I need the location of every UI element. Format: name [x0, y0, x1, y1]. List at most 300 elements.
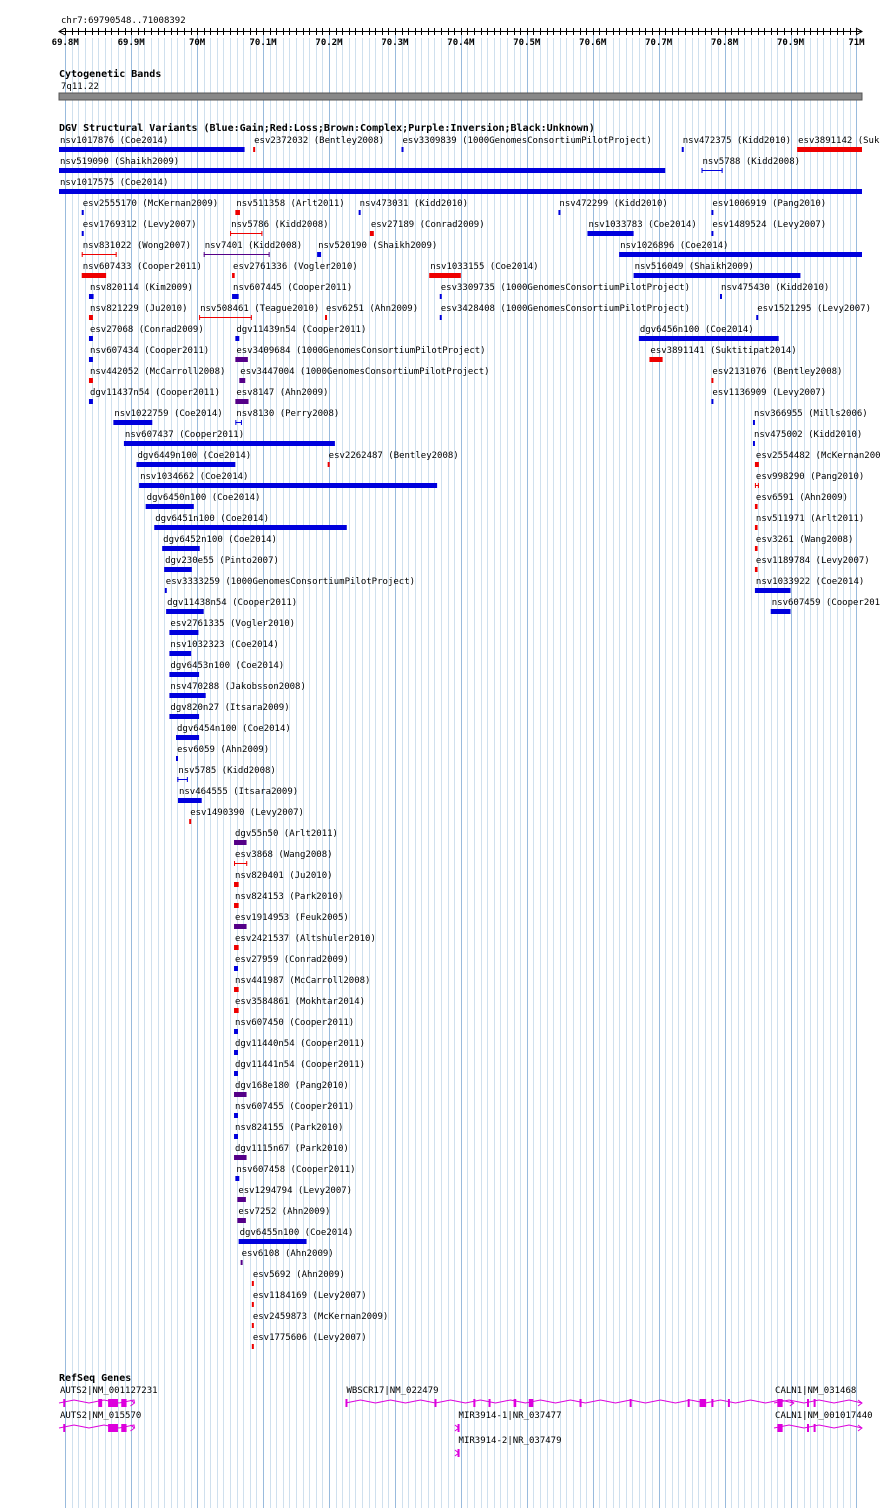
- sv-feature-bar: [234, 903, 239, 908]
- sv-feature-label: esv3868 (Wang2008): [235, 850, 333, 860]
- sv-feature-bar: [234, 987, 239, 992]
- sv-feature-label: esv27189 (Conrad2009): [370, 220, 485, 230]
- sv-feature[interactable]: [154, 514, 347, 530]
- refseq-gene-exon: [98, 1399, 102, 1407]
- sv-feature-label: esv1294794 (Levy2007): [238, 1186, 353, 1196]
- sv-feature-label: nsv821229 (Ju2010): [89, 304, 188, 314]
- sv-feature-bar: [59, 147, 245, 152]
- sv-feature[interactable]: [204, 241, 303, 257]
- sv-feature-bar: [146, 504, 194, 509]
- sv-feature-label: nsv5786 (Kidd2008): [231, 220, 329, 230]
- sv-feature[interactable]: [139, 472, 437, 488]
- refseq-gene-exon: [489, 1399, 491, 1407]
- sv-feature-label: dgv6450n100 (Coe2014): [146, 493, 261, 503]
- sv-feature[interactable]: [252, 1270, 345, 1286]
- sv-feature-bar: [711, 378, 713, 383]
- sv-feature-bar: [82, 231, 84, 236]
- sv-feature-label: esv3333259 (1000GenomesConsortiumPilotProject): [165, 577, 416, 587]
- sv-feature-bar: [370, 231, 374, 236]
- sv-feature[interactable]: [178, 787, 298, 803]
- sv-feature-bar: [124, 441, 335, 446]
- sv-feature-label: esv1490390 (Levy2007): [190, 808, 304, 818]
- sv-feature-label: dgv6453n100 (Coe2014): [170, 661, 285, 671]
- sv-feature-label: esv2421537 (Altshuler2010): [235, 934, 376, 944]
- sv-feature-bar: [89, 378, 93, 383]
- sv-feature-bar: [252, 1281, 254, 1286]
- sv-feature-bar: [753, 420, 755, 425]
- cytoband-bar[interactable]: [59, 93, 862, 100]
- ruler-tick-label: 70M: [188, 38, 206, 48]
- sv-feature[interactable]: [82, 262, 202, 278]
- sv-feature-bar: [649, 357, 662, 362]
- sv-feature-bar: [755, 567, 758, 572]
- sv-feature-bar: [59, 189, 862, 194]
- sv-feature-bar: [755, 546, 758, 551]
- sv-feature[interactable]: [619, 241, 862, 257]
- sv-feature-bar: [234, 924, 247, 929]
- sv-feature[interactable]: [59, 178, 862, 194]
- sv-feature-label: esv27068 (Conrad2009): [89, 325, 204, 335]
- refseq-gene-label: CALN1|NM_001017440: [775, 1411, 873, 1421]
- sv-feature-label: esv6591 (Ahn2009): [755, 493, 849, 503]
- sv-feature-label: nsv464555 (Itsara2009): [178, 787, 299, 797]
- sv-feature[interactable]: [176, 724, 291, 740]
- sv-feature-label: nsv366955 (Mills2006): [753, 409, 868, 419]
- refseq-gene-label: MIR3914-1|NR_037477: [458, 1411, 562, 1421]
- sv-feature-bar: [587, 231, 633, 236]
- sv-feature-bar: [317, 252, 321, 257]
- sv-feature-bar: [82, 210, 84, 215]
- sv-feature[interactable]: [234, 955, 349, 971]
- sv-feature-bar: [234, 1071, 238, 1076]
- sv-feature-bar: [235, 357, 248, 362]
- sv-feature-label: nsv1033922 (Coe2014): [755, 577, 865, 587]
- refseq-gene-exon: [807, 1424, 809, 1432]
- refseq-gene-exon: [814, 1399, 816, 1407]
- refseq-track-title: RefSeq Genes: [59, 1373, 132, 1384]
- sv-feature-label: nsv1034662 (Coe2014): [140, 472, 249, 482]
- sv-feature[interactable]: [720, 283, 829, 299]
- sv-feature[interactable]: [162, 535, 277, 551]
- sv-feature-label: dgv168e180 (Pang2010): [235, 1081, 349, 1091]
- sv-feature-bar: [797, 147, 862, 152]
- sv-feature-bar: [755, 462, 759, 467]
- sv-feature-bar: [234, 966, 238, 971]
- ruler-tick-label: 70.3M: [381, 38, 409, 48]
- sv-feature-label: nsv607434 (Cooper2011): [89, 346, 210, 356]
- sv-feature-bar: [440, 315, 442, 320]
- ruler-tick-label: 70.1M: [249, 38, 277, 48]
- sv-feature[interactable]: [164, 556, 279, 572]
- sv-feature-bar: [169, 630, 198, 635]
- sv-feature[interactable]: [235, 1165, 355, 1181]
- dgv-features: [59, 136, 881, 1349]
- sv-feature-bar: [234, 1050, 238, 1055]
- refseq-gene-exon: [807, 1399, 809, 1407]
- dgv-track-title: DGV Structural Variants (Blue:Gain;Red:Loss;Brown:Complex;Purple:Inversion;Black:Unknown): [59, 123, 595, 134]
- sv-feature-bar: [239, 378, 245, 383]
- sv-feature-label: nsv519090 (Shaikh2009): [60, 157, 180, 167]
- sv-feature-label: dgv6449n100 (Coe2014): [137, 451, 252, 461]
- sv-feature-bar: [235, 1176, 239, 1181]
- sv-feature-bar: [253, 147, 255, 152]
- sv-feature-bar: [234, 1029, 238, 1034]
- sv-feature-label: nsv516049 (Shaikh2009): [634, 262, 754, 272]
- sv-feature[interactable]: [237, 1186, 352, 1202]
- sv-feature-bar: [234, 840, 247, 845]
- sv-feature-bar: [169, 714, 199, 719]
- refseq-gene-exon: [108, 1424, 118, 1432]
- sv-feature-label: nsv820401 (Ju2010): [235, 871, 333, 881]
- refseq-gene-exon: [108, 1399, 118, 1407]
- sv-feature-label: nsv824155 (Park2010): [235, 1123, 344, 1133]
- sv-feature[interactable]: [241, 1249, 334, 1265]
- sv-feature-bar: [711, 231, 713, 236]
- sv-feature-label: nsv5788 (Kidd2008): [702, 157, 801, 167]
- sv-feature-label: dgv55n50 (Arlt2011): [235, 829, 338, 839]
- sv-feature-bar: [59, 168, 665, 173]
- cytoband-track-title: Cytogenetic Bands: [59, 69, 162, 80]
- refseq-gene-exon: [434, 1399, 436, 1407]
- sv-feature[interactable]: [634, 262, 801, 278]
- sv-feature-bar: [178, 798, 202, 803]
- sv-feature-bar: [234, 882, 239, 887]
- sv-feature[interactable]: [235, 325, 366, 341]
- sv-feature[interactable]: [325, 304, 418, 320]
- sv-feature-bar: [753, 441, 755, 446]
- sv-feature-label: nsv1032323 (Coe2014): [170, 640, 279, 650]
- sv-feature-label: nsv824153 (Park2010): [235, 892, 344, 902]
- sv-feature-bar: [176, 756, 178, 761]
- sv-feature-label: nsv607437 (Cooper2011): [124, 430, 245, 440]
- sv-feature-label: esv3447004 (1000GenomesConsortiumPilotProject): [240, 367, 490, 377]
- sv-feature-bar: [756, 315, 758, 320]
- sv-feature-label: esv2555170 (McKernan2009): [82, 199, 219, 209]
- sv-feature-label: dgv11438n54 (Cooper2011): [167, 598, 298, 608]
- sv-feature[interactable]: [234, 976, 370, 992]
- position-ruler[interactable]: [52, 28, 865, 48]
- sv-feature-bar: [232, 294, 239, 299]
- sv-feature-label: esv5692 (Ahn2009): [252, 1270, 345, 1280]
- sv-feature-bar: [619, 252, 862, 257]
- sv-feature-label: esv2459873 (McKernan2009): [252, 1312, 389, 1322]
- sv-feature[interactable]: [82, 241, 191, 257]
- refseq-gene[interactable]: [774, 1386, 862, 1407]
- refseq-gene-exon: [514, 1399, 517, 1407]
- sv-feature-label: esv1136909 (Levy2007): [712, 388, 827, 398]
- sv-feature-bar: [239, 1239, 307, 1244]
- sv-feature-bar: [89, 294, 94, 299]
- sv-feature-bar: [89, 399, 93, 404]
- sv-feature-label: nsv820114 (Kim2009): [89, 283, 193, 293]
- sv-feature-label: esv3309839 (1000GenomesConsortiumPilotProject): [402, 136, 652, 146]
- sv-feature-bar: [234, 1092, 247, 1097]
- refseq-gene-exon: [777, 1424, 782, 1432]
- refseq-gene-exon: [63, 1424, 65, 1432]
- sv-feature-label: nsv441987 (McCarroll2008): [235, 976, 371, 986]
- sv-feature-bar: [82, 273, 106, 278]
- cytoband-label: 7q11.22: [61, 82, 99, 92]
- sv-feature-label: nsv607458 (Cooper2011): [236, 1165, 356, 1175]
- sv-feature-bar: [771, 609, 791, 614]
- sv-feature-bar: [89, 357, 93, 362]
- sv-feature[interactable]: [234, 934, 376, 950]
- sv-feature-bar: [235, 336, 239, 341]
- refseq-gene-exon: [777, 1399, 782, 1407]
- sv-feature[interactable]: [755, 577, 864, 593]
- ruler-tick-label: 71M: [848, 38, 865, 48]
- sv-feature[interactable]: [753, 430, 862, 446]
- sv-feature-bar: [328, 462, 330, 467]
- sv-feature-label: esv3309735 (1000GenomesConsortiumPilotProject): [440, 283, 690, 293]
- sv-feature[interactable]: [328, 451, 459, 467]
- sv-feature-label: esv3891141 (Suktitipat2014): [650, 346, 797, 356]
- sv-feature-bar: [89, 336, 93, 341]
- sv-feature-bar: [176, 735, 199, 740]
- sv-feature-label: nsv7401 (Kidd2008): [204, 241, 303, 251]
- sv-feature[interactable]: [702, 157, 801, 173]
- sv-feature-label: dgv6451n100 (Coe2014): [155, 514, 270, 524]
- sv-feature[interactable]: [755, 556, 870, 572]
- sv-feature-bar: [755, 525, 758, 530]
- sv-feature-bar: [154, 525, 347, 530]
- sv-feature-label: esv3409684 (1000GenomesConsortiumPilotProject): [236, 346, 486, 356]
- sv-feature-label: esv6251 (Ahn2009): [326, 304, 419, 314]
- sv-feature-label: nsv472299 (Kidd2010): [559, 199, 668, 209]
- sv-feature-bar: [440, 294, 442, 299]
- sv-feature-bar: [359, 210, 361, 215]
- sv-feature[interactable]: [169, 661, 284, 677]
- sv-feature[interactable]: [402, 136, 652, 152]
- sv-feature[interactable]: [711, 220, 826, 236]
- sv-feature-label: nsv520190 (Shaikh2009): [318, 241, 438, 251]
- sv-feature-label: dgv6454n100 (Coe2014): [177, 724, 291, 734]
- sv-feature-label: esv6108 (Ahn2009): [241, 1249, 334, 1259]
- sv-feature-label: nsv1033783 (Coe2014): [588, 220, 697, 230]
- sv-feature-bar: [755, 588, 791, 593]
- ruler-tick-label: 70.8M: [711, 38, 739, 48]
- sv-feature-label: esv3891142 (Suk: [798, 136, 880, 146]
- sv-feature[interactable]: [234, 1060, 365, 1076]
- sv-feature-label: esv2131076 (Bentley2008): [712, 367, 843, 377]
- refseq-gene[interactable]: [455, 1411, 562, 1432]
- sv-feature-bar: [234, 1008, 239, 1013]
- ruler-tick-label: 70.2M: [315, 38, 343, 48]
- sv-feature-label: nsv1022759 (Coe2014): [114, 409, 223, 419]
- sv-feature-label: dgv6456n100 (Coe2014): [639, 325, 754, 335]
- sv-feature-bar: [169, 693, 205, 698]
- sv-feature[interactable]: [235, 388, 328, 404]
- sv-feature-label: nsv508461 (Teague2010): [200, 304, 320, 314]
- sv-feature-label: esv6059 (Ahn2009): [177, 745, 270, 755]
- sv-feature-label: esv7252 (Ahn2009): [238, 1207, 331, 1217]
- sv-feature[interactable]: [252, 1312, 388, 1328]
- sv-feature-label: esv3428408 (1000GenomesConsortiumPilotProject): [440, 304, 690, 314]
- sv-feature[interactable]: [189, 808, 304, 824]
- sv-feature-label: nsv511971 (Arlt2011): [755, 514, 865, 524]
- sv-feature-bar: [235, 210, 240, 215]
- sv-feature-label: dgv820n27 (Itsara2009): [170, 703, 290, 713]
- sv-feature[interactable]: [169, 640, 278, 656]
- sv-feature[interactable]: [587, 220, 696, 236]
- sv-feature-label: nsv1033155 (Coe2014): [430, 262, 539, 272]
- sv-feature-bar: [189, 819, 191, 824]
- sv-feature[interactable]: [253, 136, 384, 152]
- sv-feature-bar: [237, 1197, 246, 1202]
- sv-feature-label: esv1769312 (Levy2007): [82, 220, 197, 230]
- sv-feature-label: esv3261 (Wang2008): [755, 535, 854, 545]
- sv-feature-bar: [634, 273, 801, 278]
- sv-feature-bar: [252, 1323, 254, 1328]
- sv-feature-label: nsv470288 (Jakobsson2008): [170, 682, 306, 692]
- sv-feature-label: nsv475430 (Kidd2010): [720, 283, 830, 293]
- sv-feature-label: esv2372032 (Bentley2008): [254, 136, 385, 146]
- sv-feature-label: nsv442052 (McCarroll2008): [89, 367, 226, 377]
- sv-feature[interactable]: [234, 1039, 365, 1055]
- sv-feature[interactable]: [59, 136, 245, 152]
- sv-feature-bar: [234, 1155, 247, 1160]
- sv-feature[interactable]: [317, 241, 437, 257]
- sv-feature-label: nsv472375 (Kidd2010): [682, 136, 792, 146]
- refseq-gene-intron: [774, 1425, 862, 1428]
- sv-feature-bar: [241, 1260, 243, 1265]
- sv-feature[interactable]: [234, 1144, 349, 1160]
- sv-feature-label: esv1489524 (Levy2007): [712, 220, 827, 230]
- sv-feature[interactable]: [166, 598, 297, 614]
- refseq-gene-exon: [700, 1399, 707, 1407]
- sv-feature-bar: [237, 1218, 246, 1223]
- sv-feature[interactable]: [176, 745, 269, 761]
- sv-feature[interactable]: [234, 913, 349, 929]
- sv-feature-label: nsv831022 (Wong2007): [82, 241, 192, 251]
- sv-feature-label: dgv11439n54 (Cooper2011): [236, 325, 367, 335]
- sv-feature[interactable]: [136, 451, 251, 467]
- sv-feature-label: nsv5785 (Kidd2008): [178, 766, 276, 776]
- sv-feature-label: nsv8130 (Perry2008): [236, 409, 340, 419]
- sv-feature-label: nsv473031 (Kidd2010): [359, 199, 469, 209]
- sv-feature-bar: [558, 210, 560, 215]
- ruler-tick-label: 70.7M: [645, 38, 673, 48]
- refseq-gene-label: AUTS2|NM_015570: [60, 1411, 142, 1421]
- region-label: chr7:69790548..71008392: [61, 16, 186, 26]
- sv-feature-label: esv1189784 (Levy2007): [755, 556, 870, 566]
- sv-feature-bar: [711, 399, 713, 404]
- sv-feature[interactable]: [230, 220, 329, 236]
- sv-feature-bar: [89, 315, 93, 320]
- sv-feature-bar: [325, 315, 327, 320]
- refseq-gene-exon: [121, 1424, 126, 1432]
- refseq-gene-label: CALN1|NM_031468: [775, 1386, 857, 1396]
- refseq-gene[interactable]: [455, 1436, 562, 1457]
- sv-feature-label: esv1521295 (Levy2007): [757, 304, 872, 314]
- refseq-gene-exon: [688, 1399, 690, 1407]
- sv-feature-label: dgv11441n54 (Cooper2011): [235, 1060, 366, 1070]
- refseq-gene-exon: [580, 1399, 582, 1407]
- sv-feature-label: nsv607455 (Cooper2011): [235, 1102, 355, 1112]
- sv-feature-label: esv3584861 (Mokhtar2014): [235, 997, 366, 1007]
- sv-feature-bar: [711, 210, 713, 215]
- refseq-gene-exon: [529, 1399, 534, 1407]
- sv-feature-label: nsv475002 (Kidd2010): [753, 430, 863, 440]
- sv-feature[interactable]: [169, 703, 289, 719]
- sv-feature-label: dgv230e55 (Pinto2007): [165, 556, 279, 566]
- refseq-gene-exon: [711, 1399, 713, 1407]
- sv-feature-label: esv1006919 (Pang2010): [712, 199, 827, 209]
- refseq-gene-exon: [814, 1424, 816, 1432]
- refseq-gene-label: WBSCR17|NM_022479: [346, 1386, 439, 1396]
- sv-feature[interactable]: [429, 262, 538, 278]
- sv-feature[interactable]: [235, 199, 344, 215]
- refseq-gene[interactable]: [59, 1386, 158, 1407]
- sv-feature-bar: [682, 147, 684, 152]
- sv-feature-bar: [169, 672, 199, 677]
- sv-feature-bar: [139, 483, 437, 488]
- ruler-tick-label: 70.9M: [776, 38, 805, 48]
- refseq-gene-label: MIR3914-2|NR_037479: [458, 1436, 562, 1446]
- sv-feature-label: nsv1026896 (Coe2014): [620, 241, 729, 251]
- refseq-gene-exon: [473, 1399, 475, 1407]
- sv-feature-label: esv2262487 (Bentley2008): [328, 451, 459, 461]
- sv-feature-bar: [755, 504, 758, 509]
- sv-feature[interactable]: [771, 598, 880, 614]
- refseq-genes: [59, 1386, 873, 1457]
- refseq-gene-exon: [63, 1399, 65, 1407]
- sv-feature[interactable]: [711, 388, 826, 404]
- sv-feature-bar: [169, 651, 191, 656]
- ruler-tick-label: 70.6M: [579, 38, 607, 48]
- sv-feature-bar: [166, 609, 204, 614]
- sv-feature-bar: [234, 945, 239, 950]
- sv-feature-bar: [165, 588, 167, 593]
- ruler-tick-label: 69.9M: [117, 38, 145, 48]
- sv-feature-bar: [234, 1134, 238, 1139]
- sv-feature-label: esv2761335 (Vogler2010): [170, 619, 296, 629]
- sv-feature[interactable]: [234, 1081, 349, 1097]
- sv-feature[interactable]: [797, 136, 880, 152]
- refseq-gene-exon: [345, 1399, 347, 1407]
- sv-feature-label: dgv1115n67 (Park2010): [235, 1144, 349, 1154]
- sv-feature[interactable]: [639, 325, 779, 341]
- refseq-gene-label: AUTS2|NM_001127231: [60, 1386, 158, 1396]
- sv-feature[interactable]: [89, 388, 220, 404]
- sv-feature[interactable]: [756, 304, 871, 320]
- sv-feature[interactable]: [177, 766, 276, 782]
- refseq-gene[interactable]: [345, 1386, 793, 1407]
- sv-feature[interactable]: [711, 199, 826, 215]
- sv-feature[interactable]: [113, 409, 222, 425]
- refseq-gene-exon: [121, 1399, 126, 1407]
- sv-feature[interactable]: [89, 325, 204, 341]
- sv-feature[interactable]: [199, 304, 319, 320]
- sv-feature-bar: [235, 399, 248, 404]
- refseq-gene-exon: [630, 1399, 632, 1407]
- ruler-tick-label: 70.4M: [447, 38, 475, 48]
- refseq-gene[interactable]: [59, 1411, 141, 1432]
- sv-feature-label: dgv6455n100 (Coe2014): [239, 1228, 354, 1238]
- sv-feature-bar: [234, 1113, 238, 1118]
- sv-feature-label: nsv511358 (Arlt2011): [236, 199, 345, 209]
- sv-feature-bar: [113, 420, 152, 425]
- refseq-gene-intron: [345, 1400, 793, 1403]
- sv-feature[interactable]: [755, 493, 848, 509]
- sv-feature-bar: [639, 336, 779, 341]
- sv-feature[interactable]: [649, 346, 796, 362]
- sv-feature-bar: [252, 1344, 254, 1349]
- sv-feature-label: nsv1017876 (Coe2014): [60, 136, 169, 146]
- sv-feature-label: esv2761336 (Vogler2010): [233, 262, 358, 272]
- refseq-gene-exon: [728, 1399, 730, 1407]
- sv-feature[interactable]: [234, 997, 365, 1013]
